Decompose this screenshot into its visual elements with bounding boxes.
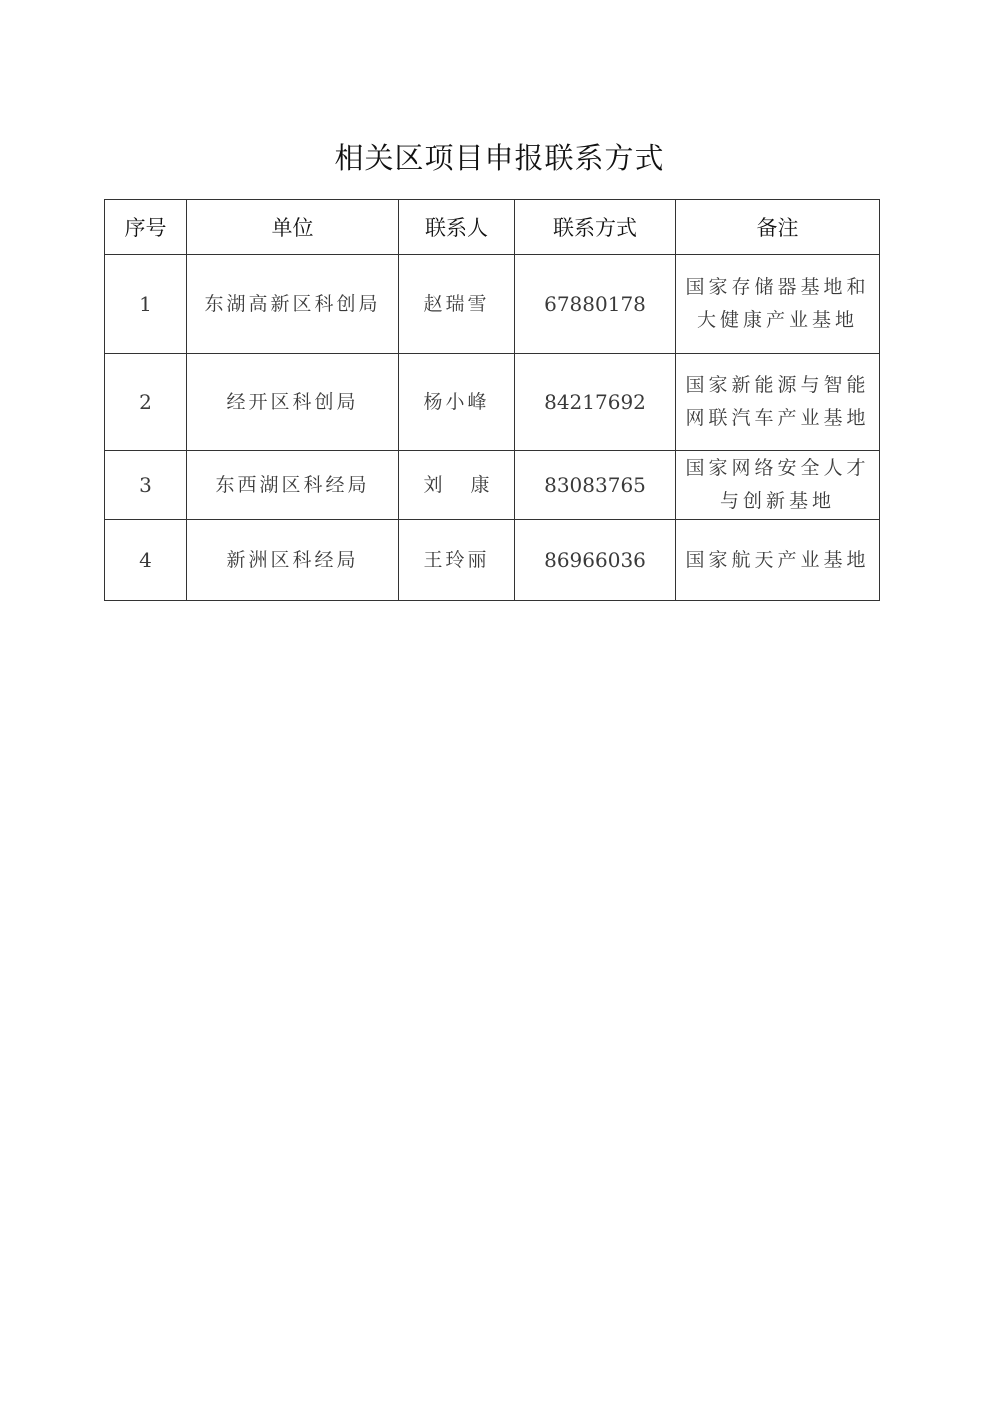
row-phone: 67880178 (515, 255, 676, 354)
row-note: 国家新能源与智能网联汽车产业基地 (676, 354, 880, 451)
column-header-index: 序号 (105, 200, 187, 255)
column-header-phone: 联系方式 (515, 200, 676, 255)
column-header-contact: 联系人 (399, 200, 515, 255)
row-note: 国家网络安全人才与创新基地 (676, 451, 880, 520)
page-title: 相关区项目申报联系方式 (334, 141, 665, 175)
row-contact-text: 刘康 (423, 473, 518, 496)
row-phone: 84217692 (515, 354, 676, 451)
row-contact: 杨小峰 (399, 354, 515, 451)
row-contact: 赵瑞雪 (399, 255, 515, 354)
row-phone: 83083765 (515, 451, 676, 520)
table-header-row (105, 200, 880, 255)
row-note: 国家存储器基地和大健康产业基地 (676, 255, 880, 354)
table-row (105, 520, 880, 601)
table-row (105, 354, 880, 451)
row-index: 2 (105, 354, 187, 451)
row-unit: 新洲区科经局 (187, 520, 399, 601)
row-unit: 东西湖区科经局 (187, 451, 399, 520)
contact-table (104, 199, 880, 601)
column-header-unit: 单位 (187, 200, 399, 255)
row-note: 国家航天产业基地 (676, 520, 880, 601)
row-index: 4 (105, 520, 187, 601)
table-row (105, 255, 880, 354)
row-unit: 经开区科创局 (187, 354, 399, 451)
column-header-note: 备注 (676, 200, 880, 255)
row-index: 3 (105, 451, 187, 520)
row-phone: 86966036 (515, 520, 676, 601)
row-index: 1 (105, 255, 187, 354)
row-contact (399, 451, 518, 520)
table-row (105, 451, 880, 520)
row-contact: 王玲丽 (399, 520, 515, 601)
row-unit: 东湖高新区科创局 (187, 255, 399, 354)
